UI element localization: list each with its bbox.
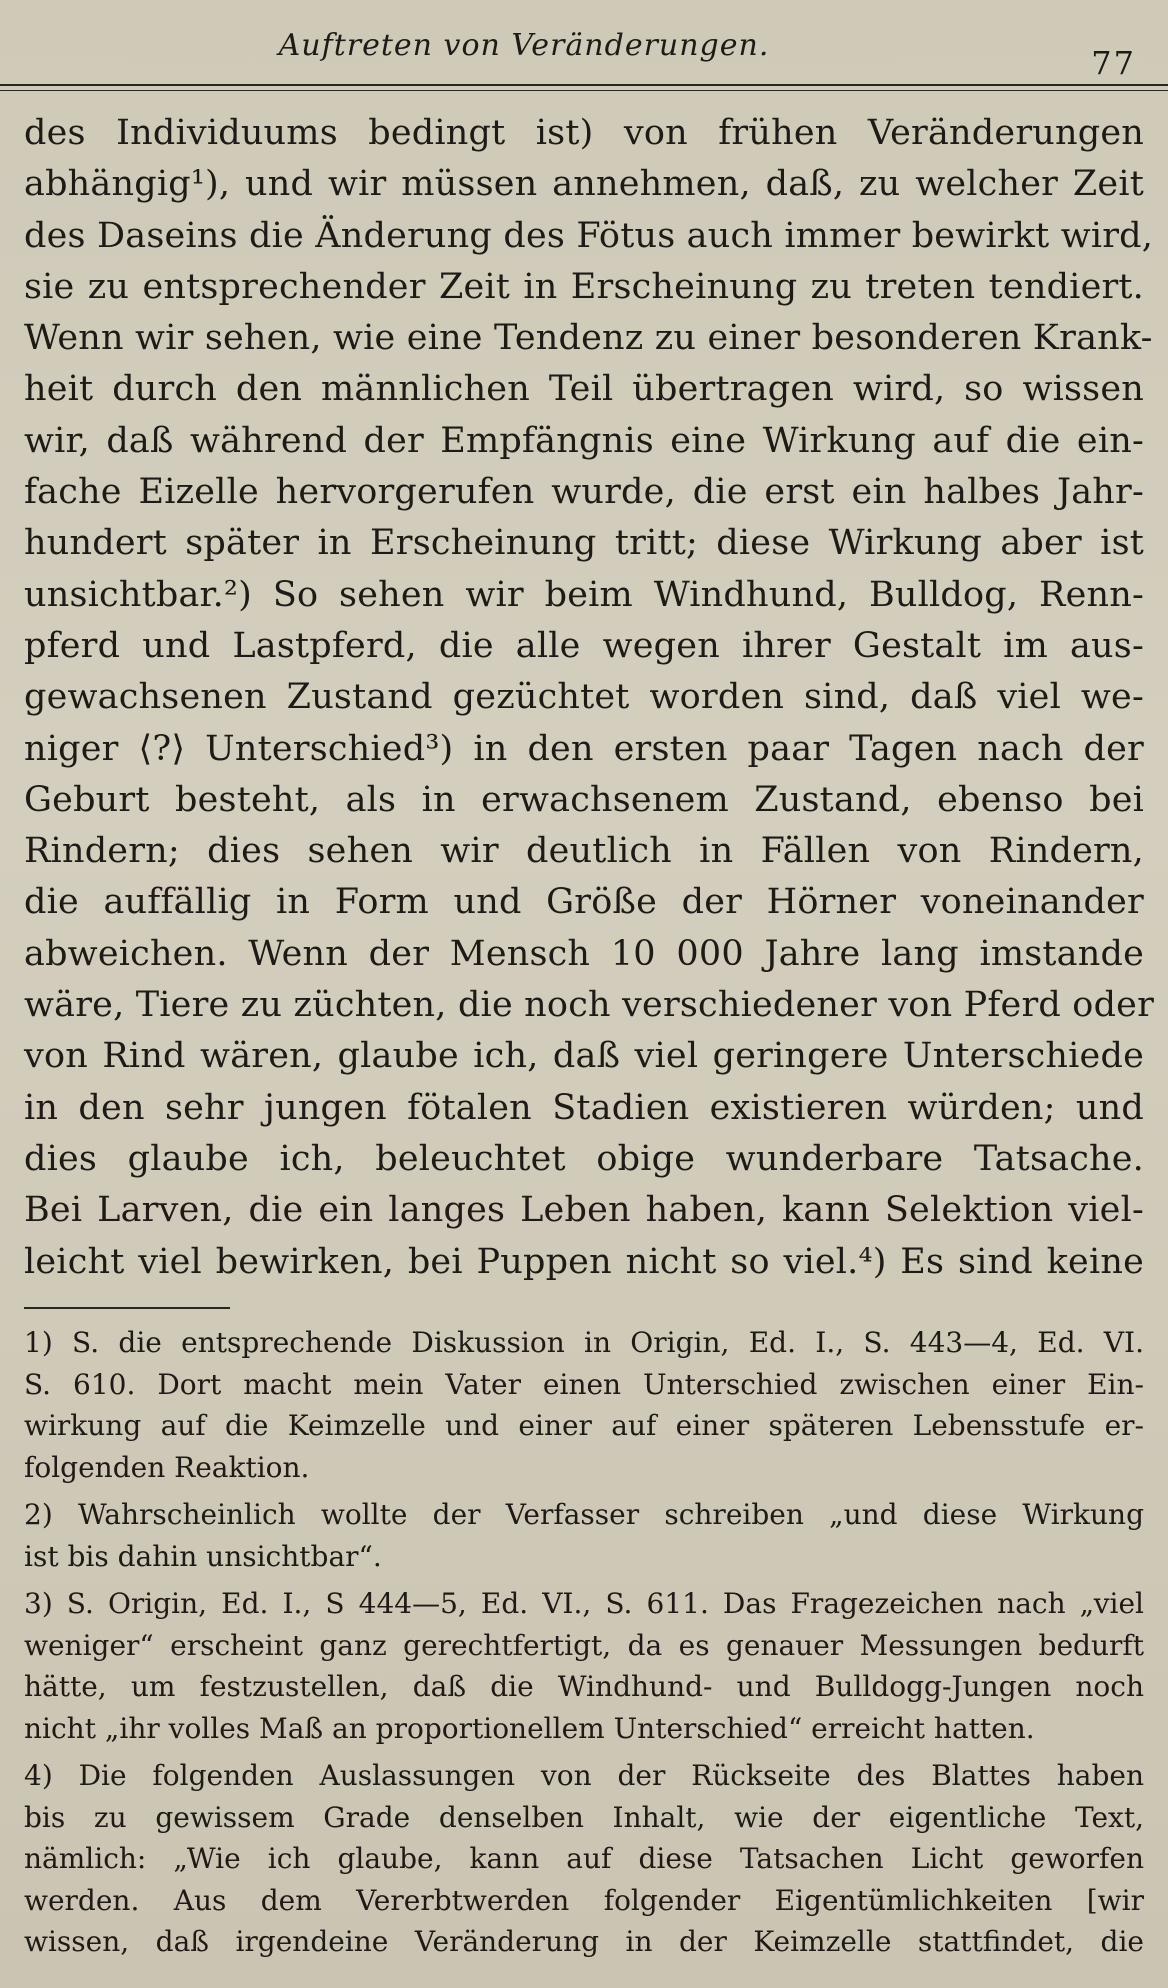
text-line: abhängig¹), und wir müssen annehmen, daß, zu welcher Zeit — [24, 164, 1144, 205]
footnote-line: wissen, daß irgendeine Veränderung in der Keimzelle stattfindet, die — [24, 1925, 1144, 1958]
footnote-line: 4) Die folgenden Auslassungen von der Rückseite des Blattes haben — [24, 1759, 1144, 1792]
text-line: fache Eizelle hervorgerufen wurde, die erst ein halbes Jahr- — [24, 472, 1144, 513]
footnote-line: 1) S. die entsprechende Diskussion in Origin, Ed. I., S. 443—4, Ed. VI. — [24, 1326, 1144, 1359]
footnote-line: S. 610. Dort macht mein Vater einen Unterschied zwischen einer Ein- — [24, 1367, 1144, 1401]
footnote — [24, 1322, 1144, 1488]
text-line: des Individuums bedingt ist) von frühen Veränderungen — [24, 113, 1144, 153]
footnote — [24, 1755, 1144, 1963]
header-rule-thin — [0, 90, 1168, 91]
footnote-line: nämlich: „Wie ich glaube, kann auf diese Tatsachen Licht geworfen — [24, 1842, 1144, 1875]
text-line: hundert später in Erscheinung tritt; diese Wirkung aber ist — [24, 523, 1144, 564]
text-line: die auffällig in Form und Größe der Hörner voneinander — [24, 882, 1144, 923]
text-line: sie zu entsprechender Zeit in Erscheinung zu treten tendiert. — [24, 266, 1144, 307]
text-line: pferd und Lastpferd, die alle wegen ihrer Gestalt im aus- — [24, 625, 1144, 666]
text-line: abweichen. Wenn der Mensch 10 000 Jahre lang imstande — [24, 933, 1144, 974]
text-line: leicht viel bewirken, bei Puppen nicht so viel.⁴) Es sind keine — [24, 1241, 1144, 1282]
text-line: Rindern; dies sehen wir deutlich in Fällen von Rindern, — [24, 831, 1144, 872]
footnote-line: nicht „ihr volles Maß an proportionellem Unterschied“ erreicht hatten. — [24, 1711, 1035, 1745]
footnote — [24, 1583, 1144, 1749]
text-line: niger ⟨?⟩ Unterschied³) in den ersten paar Tagen nach der — [24, 728, 1144, 769]
footnote-line: bis zu gewissem Grade denselben Inhalt, wie der eigentliche Text, — [24, 1800, 1144, 1834]
text-line: wäre, Tiere zu züchten, die noch verschiedener von Pferd oder — [24, 985, 1155, 1026]
footnote-line: wirkung auf die Keimzelle und einer auf einer späteren Lebensstufe er- — [24, 1409, 1144, 1442]
running-title: Auftreten von Veränderungen. — [278, 28, 770, 63]
text-line: Geburt besteht, als in erwachsenem Zustand, ebenso bei — [24, 779, 1144, 820]
footnote-separator — [24, 1307, 230, 1309]
text-line: dies glaube ich, beleuchtet obige wunderbare Tatsache. — [24, 1138, 1144, 1179]
footnote-line: 3) S. Origin, Ed. I., S 444—5, Ed. VI., S. 611. Das Fragezeichen nach „viel — [24, 1587, 1144, 1620]
footnotes — [24, 1322, 1144, 1963]
footnote-line: 2) Wahrscheinlich wollte der Verfasser schreiben „und diese Wirkung — [24, 1498, 1144, 1531]
footnote-line: weniger“ erscheint ganz gerechtfertigt, da es genauer Messungen bedurft — [24, 1628, 1144, 1662]
footnote-line: werden. Aus dem Vererbtwerden folgender Eigentümlichkeiten [wir — [24, 1883, 1144, 1917]
main-text — [24, 108, 1155, 1288]
text-line: des Daseins die Änderung des Fötus auch immer bewirkt wird, — [24, 215, 1154, 256]
text-line: in den sehr jungen fötalen Stadien existieren würden; und — [24, 1087, 1144, 1128]
page-number: 77 — [1091, 44, 1136, 82]
footnote — [24, 1494, 1144, 1577]
text-line: gewachsenen Zustand gezüchtet worden sind, daß viel we- — [24, 677, 1144, 718]
footnote-line: ist bis dahin unsichtbar“. — [24, 1539, 382, 1573]
header-rule — [0, 84, 1168, 86]
text-line: von Rind wären, glaube ich, daß viel geringere Unterschiede — [24, 1036, 1144, 1077]
footnote-line: folgenden Reaktion. — [24, 1450, 310, 1484]
text-line: Bei Larven, die ein langes Leben haben, kann Selektion viel- — [24, 1190, 1144, 1231]
text-line: wir, daß während der Empfängnis eine Wirkung auf die ein- — [24, 420, 1144, 461]
text-line: unsichtbar.²) So sehen wir beim Windhund, Bulldog, Renn- — [24, 574, 1144, 615]
text-line: heit durch den männlichen Teil übertragen wird, so wissen — [24, 369, 1144, 410]
page-header — [24, 0, 1144, 84]
text-line: Wenn wir sehen, wie eine Tendenz zu einer besonderen Krank- — [24, 318, 1153, 359]
footnote-line: hätte, um festzustellen, daß die Windhund- und Bulldogg-Jungen noch — [24, 1670, 1144, 1703]
